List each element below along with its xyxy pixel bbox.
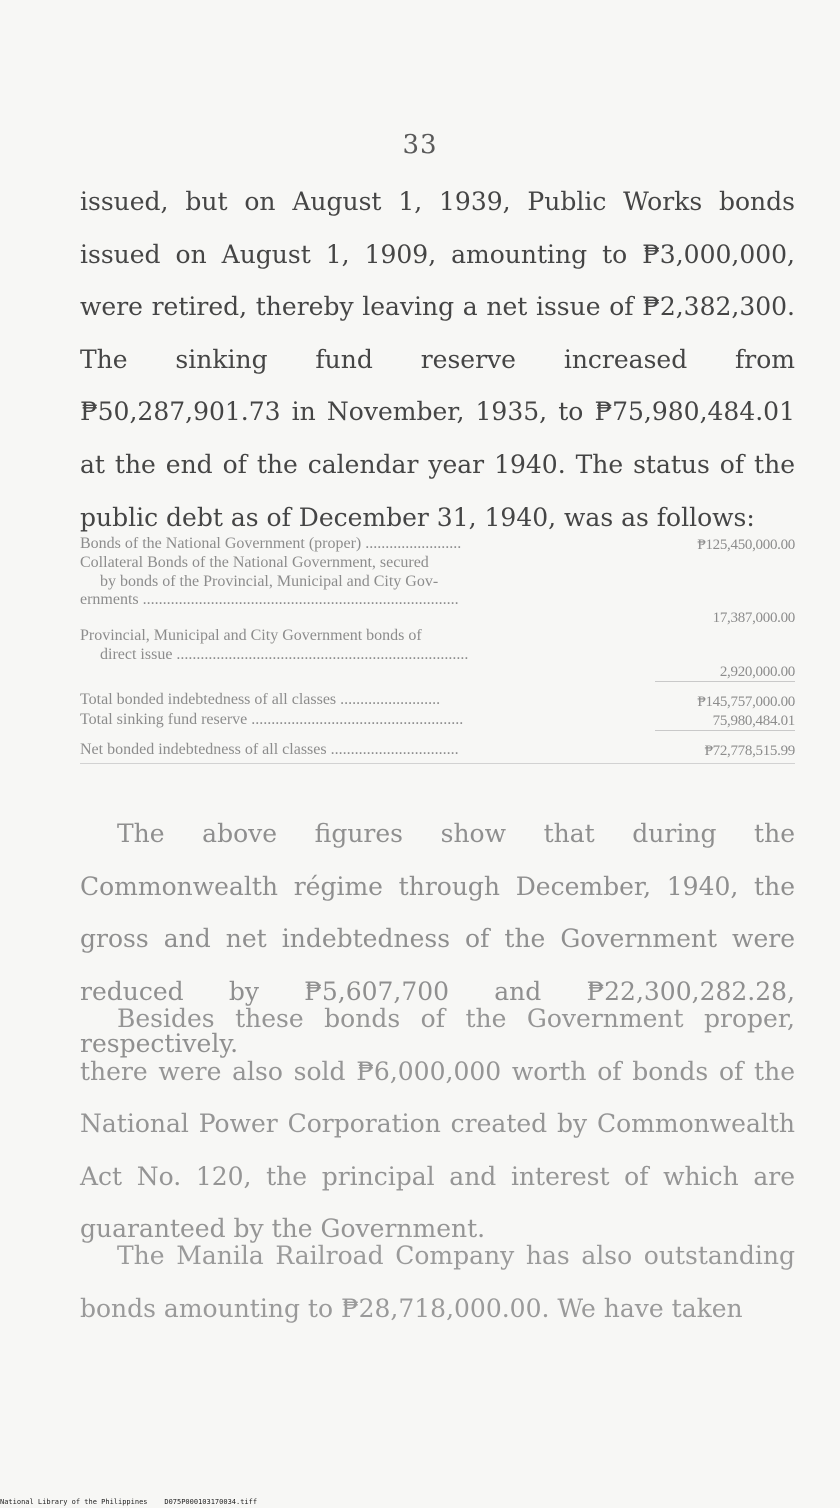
paragraph-1: issued, but on August 1, 1939, Public Works bonds issued on August 1, 1909, amounting to ₱3,000,000, were retired, thereby leaving a net issue of ₱2,382,300. The sinking fund reserve increased from ₱50,287,901.73 in November, 1935, to ₱75,980,484.01 at the end of the calendar year 1940. The status of the public debt as of December 31, 1940, was as follows: [80, 187, 795, 532]
row-label [80, 711, 655, 730]
label-line: Total sinking fund reserve ..................................................... [80, 711, 464, 728]
table-row [80, 711, 795, 731]
paragraph-3: Besides these bonds of the Government proper, there were also sold ₱6,000,000 worth of bonds of the National Power Corporation created by Commonwealth Act No. 120, the principal and interest of which are guaranteed by the Government. [80, 1004, 795, 1244]
row-amount: ₱145,757,000.00 [697, 693, 795, 710]
row-amount: ₱72,778,515.99 [704, 742, 795, 759]
scan-footer: National Library of the Philippines D075P000103170034.tiff [0, 1498, 258, 1506]
row-amount: 75,980,484.01 [655, 712, 795, 732]
table-row [80, 627, 795, 682]
label-line: direct issue ......................................................................... [100, 645, 469, 663]
paragraph-4: The Manila Railroad Company has also outstanding bonds amounting to ₱28,718,000.00. We have taken [80, 1241, 795, 1323]
table-row [80, 535, 795, 554]
label-line: Total bonded indebtedness of all classes ......................... [80, 691, 441, 708]
label-line: ernments ............................................................................... [80, 591, 459, 608]
public-debt-table [80, 535, 795, 764]
row-amount: 2,920,000.00 [655, 663, 795, 683]
row-label [80, 691, 655, 710]
page-number: 33 [402, 130, 438, 160]
label-line: by bonds of the Provincial, Municipal and City Gov- [100, 572, 439, 590]
label-line: Collateral Bonds of the National Government, secured [80, 554, 429, 571]
row-label [80, 627, 655, 664]
row-amount: 17,387,000.00 [712, 609, 795, 626]
row-label [80, 554, 655, 610]
row-amount: ₱125,450,000.00 [697, 536, 795, 553]
table-row [80, 691, 795, 711]
label-line: Bonds of the National Government (proper) ........................ [80, 535, 462, 552]
table-row [80, 741, 795, 764]
label-line: Provincial, Municipal and City Government bonds of [80, 627, 422, 644]
table-row [80, 554, 795, 627]
label-line: Net bonded indebtedness of all classes ................................ [80, 741, 459, 758]
paragraph-2: The above figures show that during the Commonwealth régime through December, 1940, the gross and net indebtedness of the Government were reduced by ₱5,607,700 and ₱22,300,282.28, respectively. [80, 819, 795, 1059]
row-label [80, 741, 655, 760]
row-label [80, 535, 655, 554]
